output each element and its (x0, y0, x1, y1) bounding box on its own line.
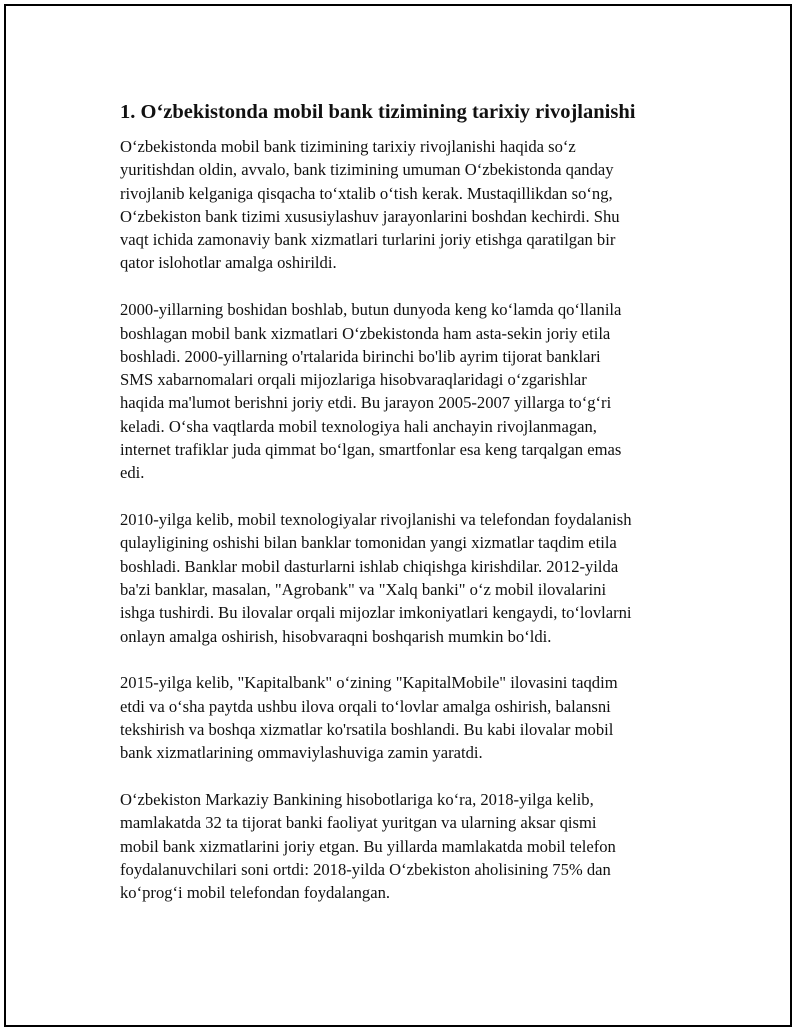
text-line: internet trafiklar juda qimmat bo‘lgan, smartfonlar esa keng tarqalgan emas (120, 440, 622, 460)
text-line: ishga tushirdi. Bu ilovalar orqali mijozlar imkoniyatlari kengaydi, to‘lovlarni (120, 603, 632, 623)
text-line: mobil bank xizmatlarini joriy etgan. Bu yillarda mamlakatda mobil telefon (120, 836, 616, 856)
text-line: yuritishdan oldin, avvalo, bank tizimining umuman O‘zbekistonda qanday (120, 160, 614, 180)
text-line: O‘zbekiston Markaziy Bankining hisobotlariga ko‘ra, 2018-yilga kelib, (120, 790, 594, 810)
text-line: rivojlanib kelganiga qisqacha to‘xtalib o‘tish kerak. Mustaqillikdan so‘ng, (120, 183, 613, 203)
text-line: etdi va o‘sha paytda ushbu ilova orqali to‘lovlar amalga oshirish, balansni (120, 696, 611, 716)
text-line: ba'zi banklar, masalan, "Agrobank" va "Xalq banki" o‘z mobil ilovalarini (120, 580, 607, 600)
text-line: ko‘prog‘i mobil telefondan foydalangan. (120, 883, 391, 903)
text-line: mamlakatda 32 ta tijorat banki faoliyat yuritgan va ularning aksar qismi (120, 813, 597, 833)
paragraph-4 (120, 671, 700, 764)
text-line: vaqt ichida zamonaviy bank xizmatlari turlarini joriy etishga qaratilgan bir (120, 230, 616, 250)
text-line: 2010-yilga kelib, mobil texnologiyalar rivojlanishi va telefondan foydalanish (120, 510, 632, 530)
text-line: O‘zbekiston bank tizimi xususiylashuv jarayonlarini boshdan kechirdi. Shu (120, 206, 620, 226)
paragraph-3 (120, 508, 700, 648)
text-line: boshlagan mobil bank xizmatlari O‘zbekistonda ham asta-sekin joriy etila (120, 323, 611, 343)
text-line: tekshirish va boshqa xizmatlar ko'rsatila boshlandi. Bu kabi ilovalar mobil (120, 720, 614, 740)
text-line: foydalanuvchilari soni ortdi: 2018-yilda O‘zbekiston aholisining 75% dan (120, 860, 611, 880)
text-line: SMS xabarnomalari orqali mijozlariga hisobvaraqlaridagi o‘zgarishlar (120, 370, 587, 390)
paragraph-5 (120, 788, 700, 904)
text-line: qulayligining oshishi bilan banklar tomonidan yangi xizmatlar taqdim etila (120, 533, 617, 553)
text-line: boshladi. Banklar mobil dasturlarni ishlab chiqishga kirishdilar. 2012-yilda (120, 556, 619, 576)
text-line: boshladi. 2000-yillarning o'rtalarida birinchi bo'lib ayrim tijorat banklari (120, 346, 601, 366)
text-line: bank xizmatlarining ommaviylashuviga zamin yaratdi. (120, 743, 483, 763)
text-line: haqida ma'lumot berishni joriy etdi. Bu jarayon 2005-2007 yillarga to‘g‘ri (120, 393, 612, 413)
page-frame (4, 4, 792, 1027)
paragraph-1 (120, 135, 700, 275)
text-line: 2015-yilga kelib, "Kapitalbank" o‘zining "KapitalMobile" ilovasini taqdim (120, 673, 618, 693)
text-line: edi. (120, 463, 145, 483)
text-line: keladi. O‘sha vaqtlarda mobil texnologiya hali anchayin rivojlanmagan, (120, 416, 597, 436)
text-line: 2000-yillarning boshidan boshlab, butun dunyoda keng ko‘lamda qo‘llanila (120, 300, 622, 320)
text-line: qator islohotlar amalga oshirildi. (120, 253, 337, 273)
section-heading: 1. O‘zbekistonda mobil bank tizimining tarixiy rivojlanishi (120, 101, 636, 123)
text-line: onlayn amalga oshirish, hisobvaraqni boshqarish mumkin bo‘ldi. (120, 626, 552, 646)
paragraph-2 (120, 298, 700, 484)
text-line: O‘zbekistonda mobil bank tizimining tarixiy rivojlanishi haqida so‘z (120, 137, 576, 156)
document-body (120, 98, 700, 928)
